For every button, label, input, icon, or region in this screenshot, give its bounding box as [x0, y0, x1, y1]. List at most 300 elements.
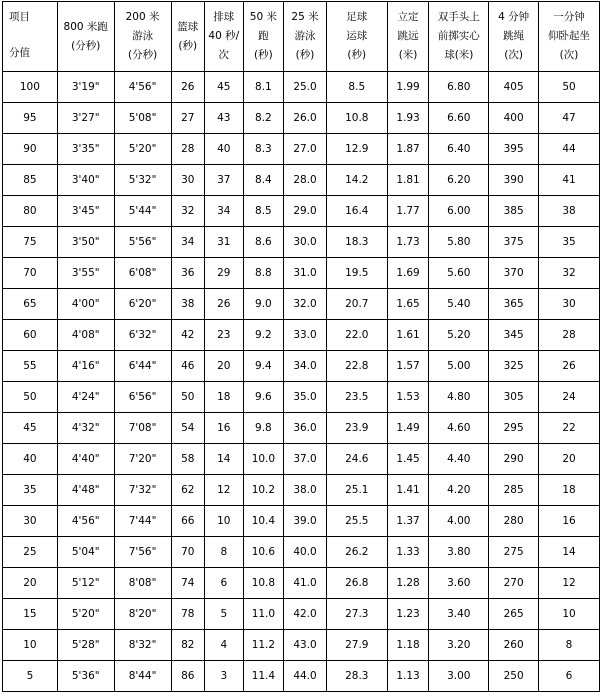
- value-cell: 50: [539, 72, 600, 103]
- value-cell: 25.0: [284, 72, 327, 103]
- value-cell: 6'32": [114, 320, 171, 351]
- value-cell: 4'24": [57, 382, 114, 413]
- score-cell: 85: [3, 165, 58, 196]
- header-line: (米): [398, 49, 418, 61]
- value-cell: 27: [171, 103, 205, 134]
- value-cell: 19.5: [326, 258, 387, 289]
- header-line: 排球: [213, 11, 235, 23]
- table-row: [3, 72, 600, 103]
- value-cell: 24.6: [326, 444, 387, 475]
- value-cell: 27.9: [326, 630, 387, 661]
- value-cell: 28: [539, 320, 600, 351]
- value-cell: 7'56": [114, 537, 171, 568]
- value-cell: 11.0: [243, 599, 284, 630]
- value-cell: 6.20: [429, 165, 489, 196]
- value-cell: 6'08": [114, 258, 171, 289]
- table-row: [3, 351, 600, 382]
- header-line: 40 秒/: [208, 30, 240, 42]
- value-cell: 10.6: [243, 537, 284, 568]
- value-cell: 4.20: [429, 475, 489, 506]
- table-row: [3, 413, 600, 444]
- value-cell: 31: [205, 227, 244, 258]
- table-row: [3, 568, 600, 599]
- value-cell: 29: [205, 258, 244, 289]
- value-cell: 18: [539, 475, 600, 506]
- value-cell: 4.80: [429, 382, 489, 413]
- table-row: [3, 320, 600, 351]
- header-line: 双手头上: [437, 11, 480, 23]
- value-cell: 25.1: [326, 475, 387, 506]
- value-cell: 3: [205, 661, 244, 692]
- value-cell: 6: [539, 661, 600, 692]
- value-cell: 365: [489, 289, 539, 320]
- value-cell: 3'40": [57, 165, 114, 196]
- value-cell: 4: [205, 630, 244, 661]
- header-volleyball: [205, 2, 244, 72]
- table-row: [3, 258, 600, 289]
- value-cell: 345: [489, 320, 539, 351]
- value-cell: 22.8: [326, 351, 387, 382]
- score-cell: 75: [3, 227, 58, 258]
- table-row: [3, 599, 600, 630]
- value-cell: 22.0: [326, 320, 387, 351]
- value-cell: 66: [171, 506, 205, 537]
- value-cell: 44: [539, 134, 600, 165]
- value-cell: 43: [205, 103, 244, 134]
- header-line: 运球: [346, 30, 368, 42]
- value-cell: 26.2: [326, 537, 387, 568]
- value-cell: 8.4: [243, 165, 284, 196]
- value-cell: 1.28: [387, 568, 429, 599]
- value-cell: 26: [205, 289, 244, 320]
- value-cell: 1.23: [387, 599, 429, 630]
- header-basketball: [171, 2, 205, 72]
- value-cell: 5.80: [429, 227, 489, 258]
- value-cell: 58: [171, 444, 205, 475]
- value-cell: 42: [171, 320, 205, 351]
- header-line: 篮球: [177, 20, 199, 33]
- header-200m-swim: [114, 2, 171, 72]
- value-cell: 290: [489, 444, 539, 475]
- header-score-label: 分值: [9, 47, 30, 59]
- value-cell: 6'20": [114, 289, 171, 320]
- value-cell: 10.4: [243, 506, 284, 537]
- header-row: [3, 2, 600, 72]
- value-cell: 405: [489, 72, 539, 103]
- score-table-container: [2, 1, 600, 692]
- header-line: (秒): [254, 49, 273, 61]
- value-cell: 6.80: [429, 72, 489, 103]
- value-cell: 8: [205, 537, 244, 568]
- value-cell: 4'00": [57, 289, 114, 320]
- score-cell: 50: [3, 382, 58, 413]
- value-cell: 32: [171, 196, 205, 227]
- value-cell: 1.33: [387, 537, 429, 568]
- header-line: (次): [504, 49, 523, 61]
- value-cell: 34: [205, 196, 244, 227]
- value-cell: 3.20: [429, 630, 489, 661]
- value-cell: 385: [489, 196, 539, 227]
- header-line: 200 米: [125, 11, 160, 23]
- header-line: 跳绳: [503, 30, 525, 42]
- value-cell: 8.3: [243, 134, 284, 165]
- value-cell: 4'40": [57, 444, 114, 475]
- value-cell: 35.0: [284, 382, 327, 413]
- value-cell: 11.4: [243, 661, 284, 692]
- value-cell: 36: [171, 258, 205, 289]
- header-line: 游泳: [294, 30, 316, 42]
- table-row: [3, 165, 600, 196]
- header-line: 4 分钟: [498, 11, 530, 23]
- header-line: 一分钟: [553, 11, 585, 23]
- value-cell: 8.5: [326, 72, 387, 103]
- value-cell: 1.65: [387, 289, 429, 320]
- value-cell: 400: [489, 103, 539, 134]
- value-cell: 31.0: [284, 258, 327, 289]
- score-cell: 40: [3, 444, 58, 475]
- value-cell: 395: [489, 134, 539, 165]
- value-cell: 4'48": [57, 475, 114, 506]
- value-cell: 1.41: [387, 475, 429, 506]
- value-cell: 6'44": [114, 351, 171, 382]
- value-cell: 25.5: [326, 506, 387, 537]
- value-cell: 4'08": [57, 320, 114, 351]
- table-body: [3, 72, 600, 692]
- value-cell: 5.40: [429, 289, 489, 320]
- value-cell: 8'20": [114, 599, 171, 630]
- value-cell: 8.8: [243, 258, 284, 289]
- value-cell: 3'50": [57, 227, 114, 258]
- value-cell: 16: [205, 413, 244, 444]
- table-row: [3, 444, 600, 475]
- value-cell: 8.6: [243, 227, 284, 258]
- score-cell: 60: [3, 320, 58, 351]
- score-cell: 55: [3, 351, 58, 382]
- header-line: 25 米: [291, 11, 319, 23]
- value-cell: 50: [171, 382, 205, 413]
- header-line: 800 米跑: [63, 20, 108, 33]
- score-cell: 30: [3, 506, 58, 537]
- value-cell: 5'56": [114, 227, 171, 258]
- header-line: 游泳: [132, 30, 154, 42]
- value-cell: 23: [205, 320, 244, 351]
- value-cell: 22: [539, 413, 600, 444]
- value-cell: 7'08": [114, 413, 171, 444]
- value-cell: 16.4: [326, 196, 387, 227]
- header-50m-run: [243, 2, 284, 72]
- value-cell: 5.00: [429, 351, 489, 382]
- value-cell: 3.00: [429, 661, 489, 692]
- value-cell: 8.1: [243, 72, 284, 103]
- value-cell: 26: [539, 351, 600, 382]
- score-cell: 80: [3, 196, 58, 227]
- value-cell: 9.4: [243, 351, 284, 382]
- value-cell: 5'36": [57, 661, 114, 692]
- header-line: 次: [218, 49, 230, 61]
- header-line: (秒): [347, 49, 367, 61]
- value-cell: 4.00: [429, 506, 489, 537]
- header-line: (秒): [178, 39, 198, 52]
- value-cell: 18.3: [326, 227, 387, 258]
- value-cell: 1.69: [387, 258, 429, 289]
- table-row: [3, 661, 600, 692]
- value-cell: 1.77: [387, 196, 429, 227]
- score-cell: 15: [3, 599, 58, 630]
- value-cell: 12: [539, 568, 600, 599]
- value-cell: 1.73: [387, 227, 429, 258]
- value-cell: 8.2: [243, 103, 284, 134]
- value-cell: 1.49: [387, 413, 429, 444]
- header-line: 球(米): [444, 49, 474, 61]
- value-cell: 32.0: [284, 289, 327, 320]
- score-cell: 70: [3, 258, 58, 289]
- value-cell: 8.5: [243, 196, 284, 227]
- header-line: 跳远: [397, 30, 419, 42]
- value-cell: 42.0: [284, 599, 327, 630]
- value-cell: 28: [171, 134, 205, 165]
- value-cell: 4'56": [114, 72, 171, 103]
- value-cell: 26.8: [326, 568, 387, 599]
- value-cell: 305: [489, 382, 539, 413]
- score-cell: 35: [3, 475, 58, 506]
- value-cell: 325: [489, 351, 539, 382]
- value-cell: 9.2: [243, 320, 284, 351]
- value-cell: 10: [539, 599, 600, 630]
- value-cell: 14: [205, 444, 244, 475]
- value-cell: 1.99: [387, 72, 429, 103]
- value-cell: 43.0: [284, 630, 327, 661]
- value-cell: 7'32": [114, 475, 171, 506]
- header-corner-cell: [3, 2, 58, 72]
- value-cell: 5'28": [57, 630, 114, 661]
- value-cell: 5'20": [114, 134, 171, 165]
- value-cell: 5'04": [57, 537, 114, 568]
- value-cell: 23.9: [326, 413, 387, 444]
- value-cell: 74: [171, 568, 205, 599]
- value-cell: 1.45: [387, 444, 429, 475]
- header-line: (分秒): [127, 49, 158, 61]
- value-cell: 34.0: [284, 351, 327, 382]
- value-cell: 12: [205, 475, 244, 506]
- table-row: [3, 134, 600, 165]
- header-line: 跑: [258, 30, 269, 42]
- value-cell: 12.9: [326, 134, 387, 165]
- value-cell: 11.2: [243, 630, 284, 661]
- value-cell: 10: [205, 506, 244, 537]
- value-cell: 3'45": [57, 196, 114, 227]
- value-cell: 1.18: [387, 630, 429, 661]
- value-cell: 5'44": [114, 196, 171, 227]
- header-1min-situps: [539, 2, 600, 72]
- header-standing-jump: [387, 2, 429, 72]
- value-cell: 4.60: [429, 413, 489, 444]
- value-cell: 28.3: [326, 661, 387, 692]
- value-cell: 8'44": [114, 661, 171, 692]
- value-cell: 1.93: [387, 103, 429, 134]
- value-cell: 54: [171, 413, 205, 444]
- header-800m-run: [57, 2, 114, 72]
- value-cell: 3.40: [429, 599, 489, 630]
- header-line: 仰卧起坐: [548, 30, 590, 42]
- value-cell: 5'12": [57, 568, 114, 599]
- score-cell: 95: [3, 103, 58, 134]
- value-cell: 6: [205, 568, 244, 599]
- header-25m-swim: [284, 2, 327, 72]
- value-cell: 38: [171, 289, 205, 320]
- header-line: 足球: [346, 11, 368, 23]
- score-cell: 90: [3, 134, 58, 165]
- value-cell: 7'20": [114, 444, 171, 475]
- value-cell: 3.60: [429, 568, 489, 599]
- value-cell: 82: [171, 630, 205, 661]
- value-cell: 34: [171, 227, 205, 258]
- value-cell: 40: [205, 134, 244, 165]
- header-line: 前掷实心: [437, 30, 480, 42]
- score-cell: 45: [3, 413, 58, 444]
- header-line: 50 米: [249, 11, 277, 23]
- header-line: (次): [559, 49, 579, 61]
- value-cell: 18: [205, 382, 244, 413]
- value-cell: 26.0: [284, 103, 327, 134]
- score-cell: 20: [3, 568, 58, 599]
- value-cell: 6.40: [429, 134, 489, 165]
- value-cell: 5'08": [114, 103, 171, 134]
- header-line: (分秒): [71, 39, 101, 52]
- value-cell: 9.8: [243, 413, 284, 444]
- table-row: [3, 196, 600, 227]
- value-cell: 28.0: [284, 165, 327, 196]
- value-cell: 14: [539, 537, 600, 568]
- value-cell: 40.0: [284, 537, 327, 568]
- score-cell: 5: [3, 661, 58, 692]
- header-medicine-ball-throw: [429, 2, 489, 72]
- value-cell: 5.20: [429, 320, 489, 351]
- value-cell: 285: [489, 475, 539, 506]
- value-cell: 250: [489, 661, 539, 692]
- value-cell: 23.5: [326, 382, 387, 413]
- value-cell: 4'32": [57, 413, 114, 444]
- value-cell: 10.8: [326, 103, 387, 134]
- value-cell: 280: [489, 506, 539, 537]
- value-cell: 270: [489, 568, 539, 599]
- value-cell: 5.60: [429, 258, 489, 289]
- value-cell: 1.37: [387, 506, 429, 537]
- value-cell: 7'44": [114, 506, 171, 537]
- value-cell: 33.0: [284, 320, 327, 351]
- value-cell: 5'32": [114, 165, 171, 196]
- value-cell: 3'55": [57, 258, 114, 289]
- value-cell: 9.0: [243, 289, 284, 320]
- value-cell: 62: [171, 475, 205, 506]
- value-cell: 29.0: [284, 196, 327, 227]
- value-cell: 86: [171, 661, 205, 692]
- score-cell: 10: [3, 630, 58, 661]
- table-row: [3, 382, 600, 413]
- table-row: [3, 103, 600, 134]
- value-cell: 260: [489, 630, 539, 661]
- value-cell: 10.0: [243, 444, 284, 475]
- value-cell: 1.13: [387, 661, 429, 692]
- value-cell: 16: [539, 506, 600, 537]
- value-cell: 265: [489, 599, 539, 630]
- value-cell: 78: [171, 599, 205, 630]
- value-cell: 27.3: [326, 599, 387, 630]
- value-cell: 70: [171, 537, 205, 568]
- value-cell: 10.2: [243, 475, 284, 506]
- header-line: (秒): [295, 49, 315, 61]
- value-cell: 390: [489, 165, 539, 196]
- value-cell: 37: [205, 165, 244, 196]
- value-cell: 20: [205, 351, 244, 382]
- value-cell: 375: [489, 227, 539, 258]
- value-cell: 275: [489, 537, 539, 568]
- value-cell: 30: [171, 165, 205, 196]
- value-cell: 46: [171, 351, 205, 382]
- value-cell: 3'27": [57, 103, 114, 134]
- value-cell: 9.6: [243, 382, 284, 413]
- value-cell: 37.0: [284, 444, 327, 475]
- value-cell: 26: [171, 72, 205, 103]
- value-cell: 1.53: [387, 382, 429, 413]
- score-cell: 65: [3, 289, 58, 320]
- value-cell: 3.80: [429, 537, 489, 568]
- value-cell: 27.0: [284, 134, 327, 165]
- value-cell: 4.40: [429, 444, 489, 475]
- header-line: 立定: [397, 11, 419, 23]
- score-table: [2, 1, 600, 692]
- value-cell: 6.60: [429, 103, 489, 134]
- value-cell: 41: [539, 165, 600, 196]
- value-cell: 8'08": [114, 568, 171, 599]
- table-row: [3, 227, 600, 258]
- value-cell: 6'56": [114, 382, 171, 413]
- value-cell: 370: [489, 258, 539, 289]
- value-cell: 47: [539, 103, 600, 134]
- value-cell: 36.0: [284, 413, 327, 444]
- value-cell: 38: [539, 196, 600, 227]
- value-cell: 35: [539, 227, 600, 258]
- value-cell: 295: [489, 413, 539, 444]
- table-row: [3, 630, 600, 661]
- value-cell: 8'32": [114, 630, 171, 661]
- score-cell: 100: [3, 72, 58, 103]
- value-cell: 8: [539, 630, 600, 661]
- value-cell: 39.0: [284, 506, 327, 537]
- value-cell: 20.7: [326, 289, 387, 320]
- value-cell: 1.81: [387, 165, 429, 196]
- header-item-label: 项目: [9, 11, 30, 23]
- value-cell: 24: [539, 382, 600, 413]
- value-cell: 3'19": [57, 72, 114, 103]
- table-row: [3, 289, 600, 320]
- value-cell: 30: [539, 289, 600, 320]
- value-cell: 20: [539, 444, 600, 475]
- table-row: [3, 506, 600, 537]
- value-cell: 45: [205, 72, 244, 103]
- value-cell: 41.0: [284, 568, 327, 599]
- value-cell: 14.2: [326, 165, 387, 196]
- value-cell: 4'56": [57, 506, 114, 537]
- score-cell: 25: [3, 537, 58, 568]
- table-row: [3, 475, 600, 506]
- header-football-dribble: [326, 2, 387, 72]
- value-cell: 10.8: [243, 568, 284, 599]
- value-cell: 3'35": [57, 134, 114, 165]
- value-cell: 5: [205, 599, 244, 630]
- value-cell: 1.57: [387, 351, 429, 382]
- value-cell: 32: [539, 258, 600, 289]
- value-cell: 1.87: [387, 134, 429, 165]
